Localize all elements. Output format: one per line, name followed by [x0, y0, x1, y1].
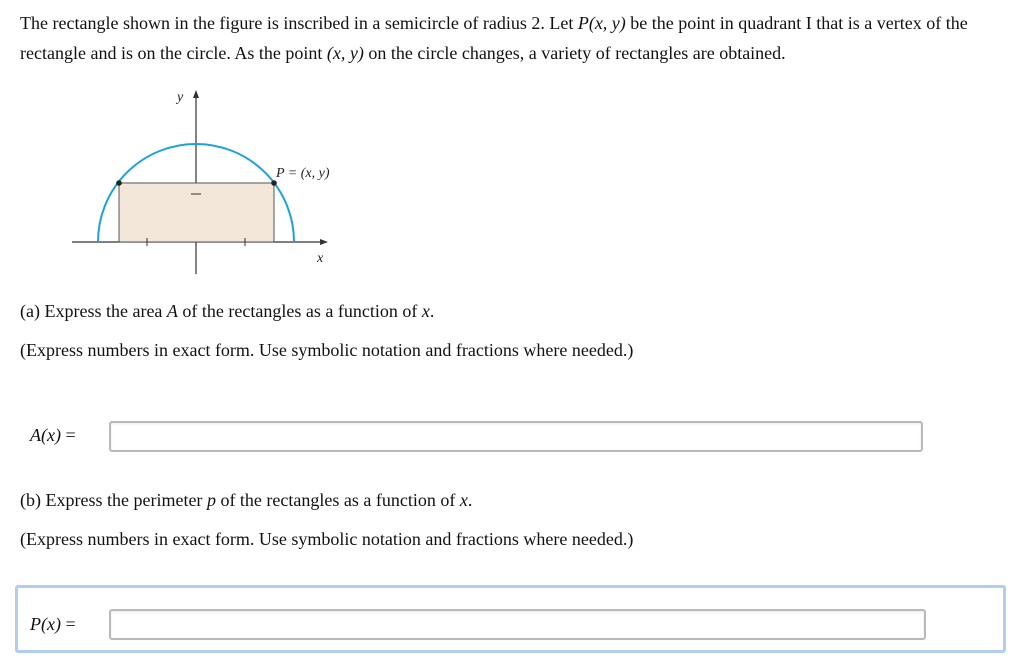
y-axis-label: y: [177, 90, 184, 105]
area-eq: =: [65, 425, 76, 445]
part-b-text: (b) Express the perimeter: [20, 490, 207, 510]
part-a-text-2: of the rectangles as a function of: [177, 301, 422, 321]
semicircle-figure: [60, 82, 360, 282]
perimeter-label: [30, 614, 76, 635]
part-b-text-2: of the rectangles as a function of: [215, 490, 460, 510]
part-a-var: A: [166, 301, 178, 321]
problem-statement: [20, 8, 1010, 68]
part-b-instruction: (Express numbers in exact form. Use symbolic notation and fractions where needed.): [20, 529, 634, 549]
part-a-text: (a) Express the area: [20, 301, 167, 321]
figure-svg: [60, 82, 360, 282]
area-label: [30, 425, 76, 446]
perimeter-input[interactable]: [109, 609, 926, 640]
part-b-question: [20, 489, 472, 511]
part-b-arg: x: [459, 490, 468, 510]
intro-text-2: be the point in quadrant I that is a vertex of the rectangle and is on the circle. As the point: [20, 13, 968, 63]
intro-point-2: (x, y): [326, 43, 364, 63]
area-input[interactable]: [109, 421, 923, 452]
vertex-p: [271, 180, 277, 186]
part-a-instruction: (Express numbers in exact form. Use symbolic notation and fractions where needed.): [20, 340, 634, 360]
perimeter-eq: =: [65, 614, 76, 634]
intro-point-args: (x, y): [588, 13, 626, 33]
y-axis-arrow: [193, 90, 199, 98]
intro-text-1: The rectangle shown in the figure is inscribed in a semicircle of radius 2. Let: [20, 13, 578, 33]
inscribed-rectangle: [119, 183, 274, 242]
area-arg: (x): [41, 425, 61, 445]
x-axis-label: x: [317, 251, 324, 266]
part-b-end: .: [467, 490, 473, 510]
point-p-label: P = (x, y): [276, 166, 330, 181]
perimeter-fn: P: [30, 614, 41, 634]
part-a-end: .: [429, 301, 435, 321]
perimeter-arg: (x): [41, 614, 61, 634]
part-a-question: [20, 300, 434, 322]
x-axis-arrow: [320, 239, 328, 245]
intro-point-var: P: [577, 13, 589, 33]
vertex-left: [116, 180, 122, 186]
part-a-arg: x: [421, 301, 430, 321]
area-fn: A: [30, 425, 41, 445]
intro-text-3: on the circle changes, a variety of rectangles are obtained.: [363, 43, 786, 63]
part-b-var: p: [206, 490, 216, 510]
